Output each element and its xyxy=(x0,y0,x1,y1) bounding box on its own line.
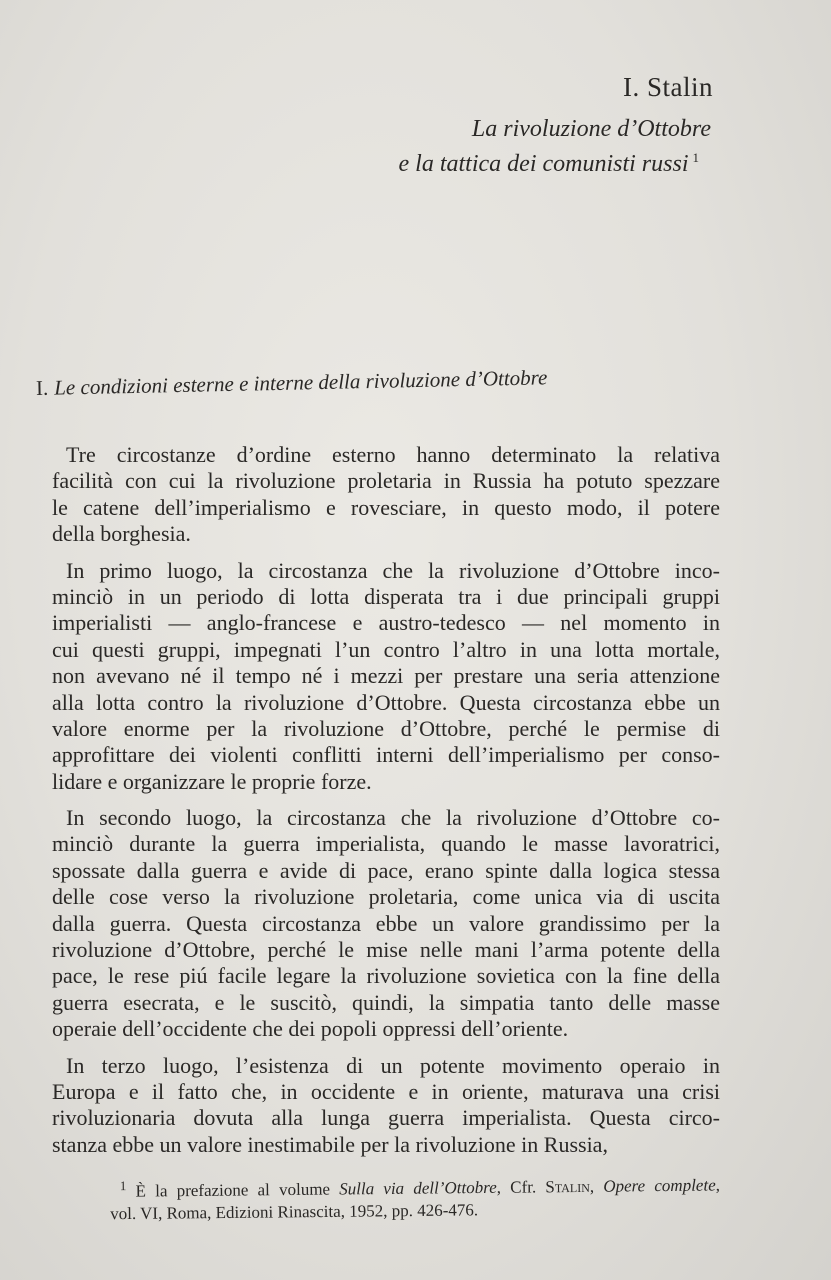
text-line: Europa e il fatto che, in occidente e in oriente, maturava una crisi xyxy=(52,1078,720,1104)
text-line: alla lotta contro la rivoluzione d’Ottobre. Questa circostanza ebbe un xyxy=(52,689,720,715)
chapter-title-line-2 xyxy=(399,150,699,178)
text-line: spossate dalla guerra e avide di pace, erano spinte dalla logica stessa xyxy=(52,857,720,883)
text-line: della borghesia. xyxy=(52,521,191,547)
text-line: le catene dell’imperialismo e rovesciare, in questo modo, il potere xyxy=(52,494,720,520)
chapter-title-text: e la tattica dei comunisti russi xyxy=(398,151,689,177)
text-line: rivoluzione d’Ottobre, perché le mise nelle mani l’arma potente della xyxy=(52,937,720,963)
footnote-works: Opere complete xyxy=(603,1175,716,1196)
text-line: delle cose verso la rivoluzione proletaria, come unica via di uscita xyxy=(52,884,720,910)
text-line: valore enorme per la rivoluzione d’Ottobre, perché le permise di xyxy=(52,715,720,741)
text-line: In primo luogo, la circostanza che la rivoluzione d’Ottobre inco- xyxy=(66,557,720,583)
text-line: rivoluzionaria dovuta alla lunga guerra imperialista. Questa circo- xyxy=(52,1105,720,1131)
author-heading: I. Stalin xyxy=(623,72,713,102)
text-line: pace, le rese piú facile legare la rivoluzione sovietica con la fine della xyxy=(52,963,720,989)
section-title: Le condizioni esterne e interne della rivoluzione d’Ottobre xyxy=(53,365,548,400)
text-line: minciò in un periodo di lotta disperata tra i due principali gruppi xyxy=(52,583,720,609)
section-number: I. xyxy=(35,375,49,400)
text-line: approfittare dei violenti conflitti interni dell’imperialismo per conso- xyxy=(52,742,720,768)
text-line: facilità con cui la rivoluzione proletaria in Russia ha potuto spezzare xyxy=(52,468,720,494)
footnote xyxy=(110,1169,721,1225)
text-line: minciò durante la guerra imperialista, quando le masse lavoratrici, xyxy=(52,831,720,857)
text-line: In terzo luogo, l’esistenza di un potente movimento operaio in xyxy=(66,1052,720,1078)
text-line: lidare e organizzare le proprie forze. xyxy=(52,768,372,794)
text-line: guerra esecrata, e le suscitò, quindi, la simpatia tanto delle masse xyxy=(52,989,720,1015)
text-line: In secondo luogo, la circostanza che la rivoluzione d’Ottobre co- xyxy=(66,805,720,831)
body-text xyxy=(52,442,720,1158)
text-line: stanza ebbe un valore inestimabile per la rivoluzione in Russia, xyxy=(52,1131,608,1157)
footnote-line-2: vol. VI, Roma, Edizioni Rinascita, 1952, pp. 426-476. xyxy=(110,1200,479,1223)
text-line: Tre circostanze d’ordine esterno hanno determinato la relativa xyxy=(66,442,720,467)
footnote-marker: 1 xyxy=(119,1178,127,1194)
chapter-title-line-1: La rivoluzione d’Ottobre xyxy=(471,116,711,142)
section-heading xyxy=(36,365,548,401)
text-line: operaie dell’occidente che dei popoli oppressi dell’oriente. xyxy=(52,1016,569,1042)
footnote-author: Stalin xyxy=(545,1176,590,1197)
text-line: imperialisti — anglo-francese e austro-tedesco — nel momento in xyxy=(52,610,720,636)
footnote-text: , xyxy=(715,1175,721,1195)
text-line: cui questi gruppi, impegnati l’un contro l’altro in una lotta mortale, xyxy=(52,636,720,662)
text-line: non avevano né il tempo né i mezzi per prestare una seria attenzione xyxy=(52,663,720,689)
text-line: dalla guerra. Questa circostanza ebbe un valore grandissimo per la xyxy=(52,910,720,936)
footnote-text: È la prefazione al volume xyxy=(135,1179,331,1201)
footnote-text: , Cfr. xyxy=(496,1177,537,1197)
footnote-book-title: Sulla via dell’Ottobre xyxy=(339,1177,497,1199)
footnote-reference: 1 xyxy=(692,150,699,165)
footnote-text: , xyxy=(589,1176,595,1196)
